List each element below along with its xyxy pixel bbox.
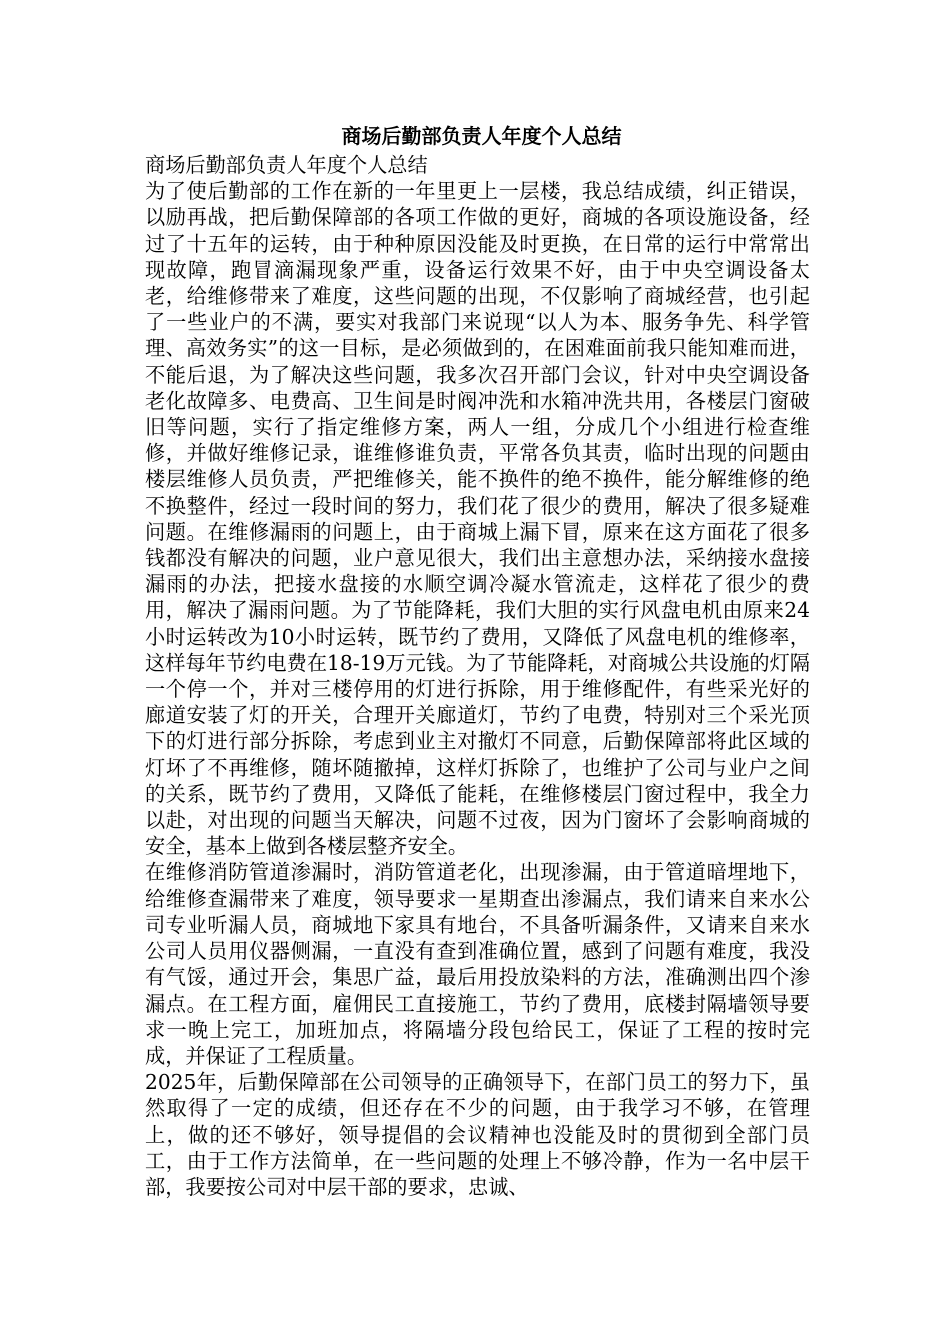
document-title: 商场后勤部负责人年度个人总结 xyxy=(341,124,622,148)
document-subtitle: 商场后勤部负责人年度个人总结 xyxy=(145,153,428,177)
paragraph-1: 为了使后勤部的工作在新的一年里更上一层楼，我总结成绩，纠正错误，以励再战，把后勤保障部的各项工作做的更好，商城的各项设施设备，经过了十五年的运转，由于种种原因没能及时更换，在日常的运行中常常出现故障，跑冒滴漏现象严重，设备运行效果不好，由于中央空调设备太老，给维修带来了难度，这些问题的出现，不仅影响了商城经营，也引起了一些业户的不满，要实对我部门来说现“以人为本、服务争先、科学管理、高效务实”的这一目标，是必须做到的，在困难面前我只能知难而进，不能后退，为了解决这些问题，我多次召开部门会议，针对中央空调设备老化故障多、电费高、卫生间是时阀冲洗和水箱冲洗共用，各楼层门窗破旧等问题，实行了指定维修方案，两人一组，分成几个小组进行检查维修，并做好维修记录，谁维修谁负责，平常各负其责，临时出现的问题由楼层维修人员负责，严把维修关，能不换件的绝不换件，能分解维修的绝不换整件，经过一段时间的努力，我们花了很少的费用，解决了很多疑难问题。在维修漏雨的问题上，由于商城上漏下冒，原来在这方面花了很多钱都没有解决的问题，业户意见很大，我们出主意想办法，采纳接水盘接漏雨的办法，把接水盘接的水顺空调冷凝水管流走，这样花了很少的费用，解决了漏雨问题。为了节能降耗，我们大胆的实行风盘电机由原来24小时运转改为10小时运转，既节约了费用，又降低了风盘电机的维修率，这样每年节约电费在18-19万元钱。为了节能降耗，对商城公共设施的灯隔一个停一个，并对三楼停用的灯进行拆除，用于维修配件，有些采光好的廊道安装了灯的开关，合理开关廊道灯，节约了电费，特别对三个采光顶下的灯进行部分拆除，考虑到业主对撤灯不同意，后勤保障部将此区域的灯坏了不再维修，随坏随撤掉，这样灯拆除了，也维护了公司与业户之间的关系，既节约了费用，又降低了能耗，在维修楼层门窗过程中，我全力以赴，对出现的问题当天解决，问题不过夜，因为门窗坏了会影响商城的安全，基本上做到各楼层整齐安全。 xyxy=(145,179,810,859)
paragraph-2: 在维修消防管道渗漏时，消防管道老化，出现渗漏，由于管道暗埋地下，给维修查漏带来了难度，领导要求一星期查出渗漏点，我们请来自来水公司专业听漏人员，商城地下家具有地台，不具备听漏条件，又请来自来水公司人员用仪器侧漏，一直没有查到准确位置，感到了问题有难度，我没有气馁，通过开会，集思广益，最后用投放染料的方法，准确测出四个渗漏点。在工程方面，雇佣民工直接施工，节约了费用，底楼封隔墙领导要求一晚上完工，加班加点，将隔墙分段包给民工，保证了工程的按时完成，并保证了工程质量。 xyxy=(145,860,810,1068)
paragraph-3: 2025年，后勤保障部在公司领导的正确领导下，在部门员工的努力下，虽然取得了一定的成绩，但还存在不少的问题，由于我学习不够，在管理上，做的还不够好，领导提倡的会议精神也没能及时的贯彻到全部门员工，由于工作方法简单，在一些问题的处理上不够冷静，作为一名中层干部，我要按公司对中层干部的要求，忠诚、 xyxy=(145,1070,810,1199)
document-page xyxy=(145,120,810,1200)
